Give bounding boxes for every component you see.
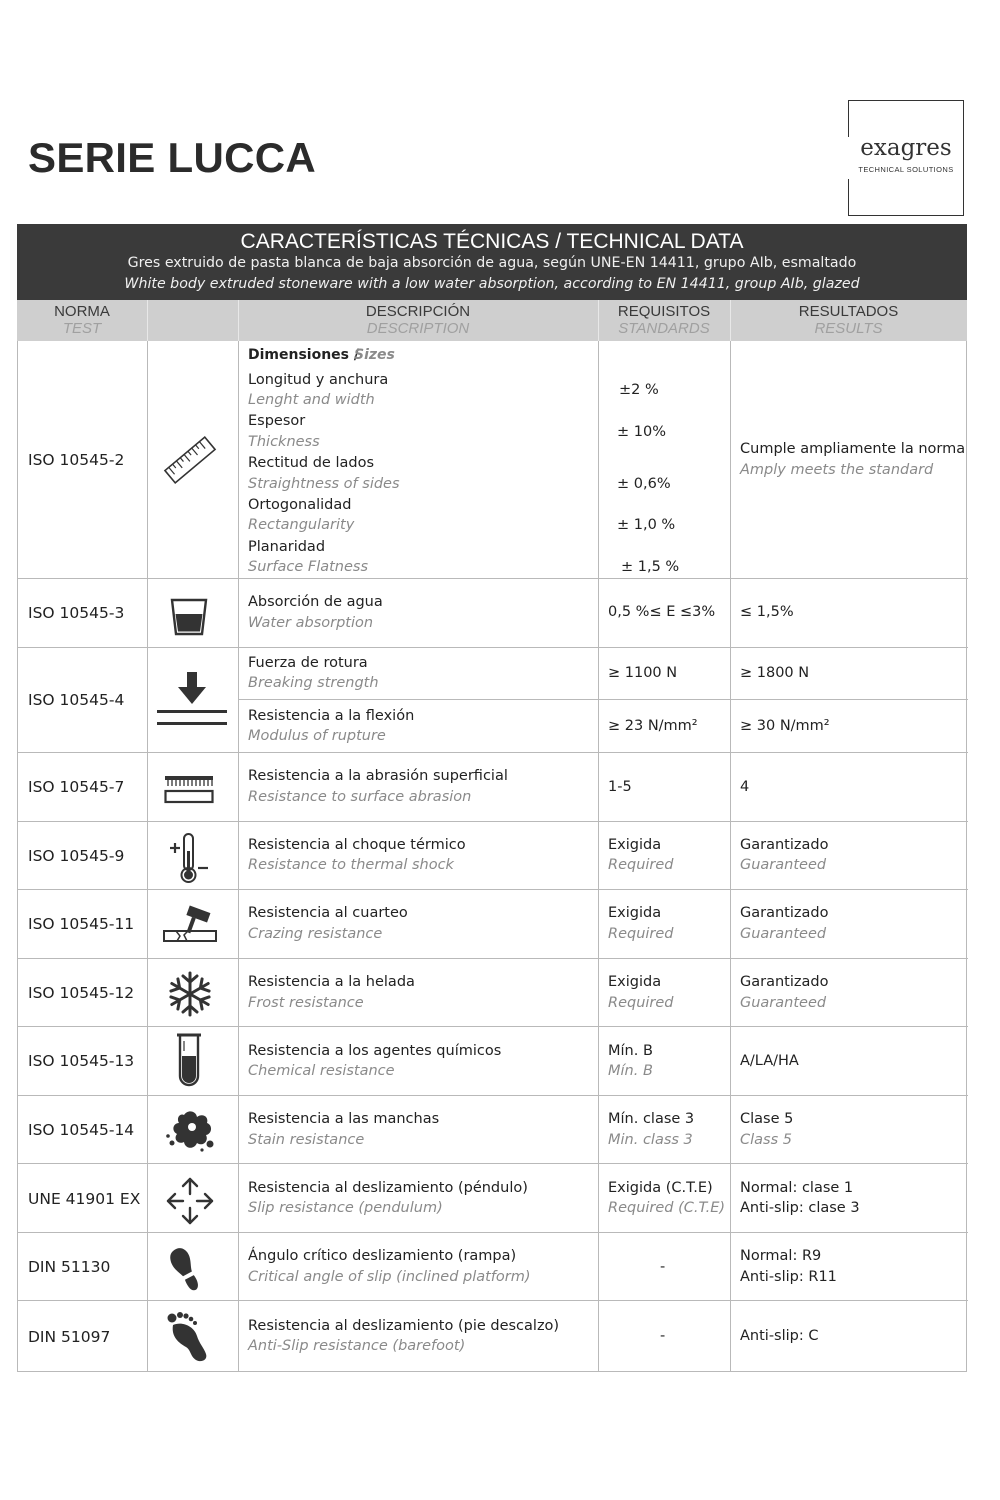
desc-en: Breaking strength [248, 675, 379, 691]
requirement: 1-5 [608, 779, 632, 795]
desc-es: Ortogonalidad [248, 497, 352, 513]
requirement: ≥ 1100 N [608, 665, 678, 681]
stain-icon [164, 1107, 216, 1153]
norm-iso-10545-11: ISO 10545-11 [28, 915, 135, 933]
norm-iso-10545-13: ISO 10545-13 [28, 1052, 135, 1070]
desc-en: Crazing resistance [248, 926, 383, 942]
logo-tagline: TECHNICAL SOLUTIONS [858, 165, 954, 174]
footprint-icon [164, 1310, 214, 1364]
thermometer-icon [168, 831, 212, 885]
requirement-en: Required [608, 926, 674, 942]
crazing-hammer-icon [162, 903, 218, 947]
banner-title: CARACTERÍSTICAS TÉCNICAS / TECHNICAL DATA [240, 230, 744, 253]
logo-name: exagres [860, 135, 952, 161]
requirement-en: Required (C.T.E) [608, 1200, 726, 1216]
result-es: Garantizado [740, 837, 829, 853]
requirement-es: Mín. B [608, 1043, 653, 1059]
desc-en: Anti-Slip resistance (barefoot) [248, 1338, 466, 1354]
desc-es: Resistencia a las manchas [248, 1111, 440, 1127]
desc-es: Longitud y anchura [248, 372, 389, 388]
desc-es: Resistencia al choque térmico [248, 837, 466, 853]
desc-es: Rectitud de lados [248, 455, 374, 471]
result-normal: Normal: clase 1 [740, 1180, 854, 1196]
header-descripcion-es: DESCRIPCIÓN [365, 303, 471, 320]
desc-en: Resistance to thermal shock [248, 857, 454, 873]
requirement: ≥ 23 N/mm² [608, 718, 698, 734]
norm-iso-10545-14: ISO 10545-14 [28, 1121, 135, 1139]
desc-es: Resistencia al deslizamiento (péndulo) [248, 1180, 528, 1196]
requirement: ± 0,6% [617, 476, 671, 492]
result-anti-slip: Anti-slip: R11 [740, 1269, 837, 1285]
requirement: - [660, 1328, 666, 1344]
norm-iso-10545-12: ISO 10545-12 [28, 984, 135, 1002]
norm-din-51097: DIN 51097 [28, 1328, 111, 1346]
requirement-en: Required [608, 995, 674, 1011]
desc-es: Resistencia a la helada [248, 974, 415, 990]
requirement: - [660, 1259, 666, 1275]
group-label-es: Dimensiones / [248, 347, 360, 363]
header-resultados-en: RESULTS [814, 320, 883, 337]
page-title: SERIE LUCCA [28, 134, 316, 181]
snowflake-icon [166, 970, 214, 1018]
requirement-es: Exigida [608, 905, 662, 921]
shoe-print-icon [168, 1241, 212, 1295]
norm-din-51130: DIN 51130 [28, 1258, 111, 1276]
result-en: Guaranteed [740, 995, 827, 1011]
requirement: 0,5 %≤ E ≤3% [608, 604, 716, 620]
requirement: ± 1,0 % [617, 517, 676, 533]
header-descripcion [238, 300, 598, 341]
desc-es: Resistencia a la abrasión superficial [248, 768, 508, 784]
desc-es: Fuerza de rotura [248, 655, 368, 671]
ruler-icon [160, 428, 220, 492]
desc-es: Espesor [248, 413, 306, 429]
result: ≥ 30 N/mm² [740, 718, 830, 734]
desc-en: Frost resistance [248, 995, 364, 1011]
norm-iso-10545-7: ISO 10545-7 [28, 778, 125, 796]
desc-en: Surface Flatness [248, 559, 369, 575]
requirement-en: Min. class 3 [608, 1132, 693, 1148]
group-label-en: Sizes [354, 347, 395, 363]
desc-en: Straightness of sides [248, 476, 400, 492]
table-header [17, 300, 967, 341]
desc-es: Resistencia a los agentes químicos [248, 1043, 502, 1059]
desc-es: Ángulo crítico deslizamiento (rampa) [248, 1248, 517, 1264]
norm-iso-10545-3: ISO 10545-3 [28, 604, 125, 622]
result-es: Cumple ampliamente la norma [740, 441, 966, 457]
result-anti-slip: Anti-slip: clase 3 [740, 1200, 860, 1216]
norm-iso-10545-9: ISO 10545-9 [28, 847, 125, 865]
result-en: Amply meets the standard [740, 462, 934, 478]
desc-en: Rectangularity [248, 517, 355, 533]
header-norma [17, 300, 147, 341]
desc-en: Modulus of rupture [248, 728, 386, 744]
header-resultados-es: RESULTADOS [798, 303, 899, 320]
abrasion-icon [164, 775, 214, 805]
requirement: ± 1,5 % [621, 559, 680, 575]
banner-subtitle-en: White body extruded stoneware with a low water absorption, according to EN 14411, group AIb, glazed [124, 276, 860, 292]
desc-en: Lenght and width [248, 392, 375, 408]
result: A/LA/HA [740, 1053, 799, 1069]
header-requisitos-es: REQUISITOS [617, 303, 711, 320]
norm-iso-10545-4: ISO 10545-4 [28, 691, 125, 709]
desc-en: Water absorption [248, 615, 374, 631]
desc-en: Thickness [248, 434, 320, 450]
result: Anti-slip: C [740, 1328, 819, 1344]
header-norma-en: TEST [62, 320, 102, 337]
desc-en: Slip resistance (pendulum) [248, 1200, 443, 1216]
desc-es: Resistencia a la flexión [248, 708, 415, 724]
move-arrows-icon [164, 1175, 216, 1227]
desc-en: Chemical resistance [248, 1063, 395, 1079]
desc-es: Resistencia al deslizamiento (pie descalzo) [248, 1318, 560, 1334]
requirement-es: Mín. clase 3 [608, 1111, 695, 1127]
result-es: Garantizado [740, 974, 829, 990]
result-en: Class 5 [740, 1132, 792, 1148]
result-es: Garantizado [740, 905, 829, 921]
table-banner [17, 224, 967, 300]
norm-iso-10545-2: ISO 10545-2 [28, 451, 125, 469]
requirement-es: Exigida (C.T.E) [608, 1180, 713, 1196]
water-glass-icon [168, 596, 210, 638]
norm-une-41901-ex: UNE 41901 EX [28, 1190, 141, 1208]
result-es: Clase 5 [740, 1111, 794, 1127]
header-descripcion-en: DESCRIPTION [366, 320, 470, 337]
requirement: ±2 % [619, 382, 659, 398]
result-normal: Normal: R9 [740, 1248, 822, 1264]
header-norma-es: NORMA [54, 303, 110, 320]
header-resultados [730, 300, 967, 341]
header-requisitos [598, 300, 730, 341]
desc-es: Absorción de agua [248, 594, 383, 610]
result: 4 [740, 779, 750, 795]
breaking-force-icon [154, 670, 230, 732]
result: ≤ 1,5% [740, 604, 794, 620]
result: ≥ 1800 N [740, 665, 810, 681]
desc-en: Critical angle of slip (inclined platform) [248, 1269, 531, 1285]
desc-en: Resistance to surface abrasion [248, 789, 472, 805]
test-tube-icon [174, 1032, 204, 1090]
requirement-es: Exigida [608, 837, 662, 853]
result-en: Guaranteed [740, 857, 827, 873]
requirement-en: Required [608, 857, 674, 873]
banner-subtitle-es: Gres extruido de pasta blanca de baja absorción de agua, según UNE-EN 14411, grupo AIb, esmaltado [127, 255, 857, 271]
requirement-en: Mín. B [608, 1063, 653, 1079]
result-en: Guaranteed [740, 926, 827, 942]
requirement-es: Exigida [608, 974, 662, 990]
desc-es: Resistencia al cuarteo [248, 905, 408, 921]
header-requisitos-en: STANDARDS [618, 320, 710, 337]
desc-en: Stain resistance [248, 1132, 365, 1148]
requirement: ± 10% [617, 424, 666, 440]
brand-logo [848, 100, 964, 216]
desc-es: Planaridad [248, 539, 326, 555]
